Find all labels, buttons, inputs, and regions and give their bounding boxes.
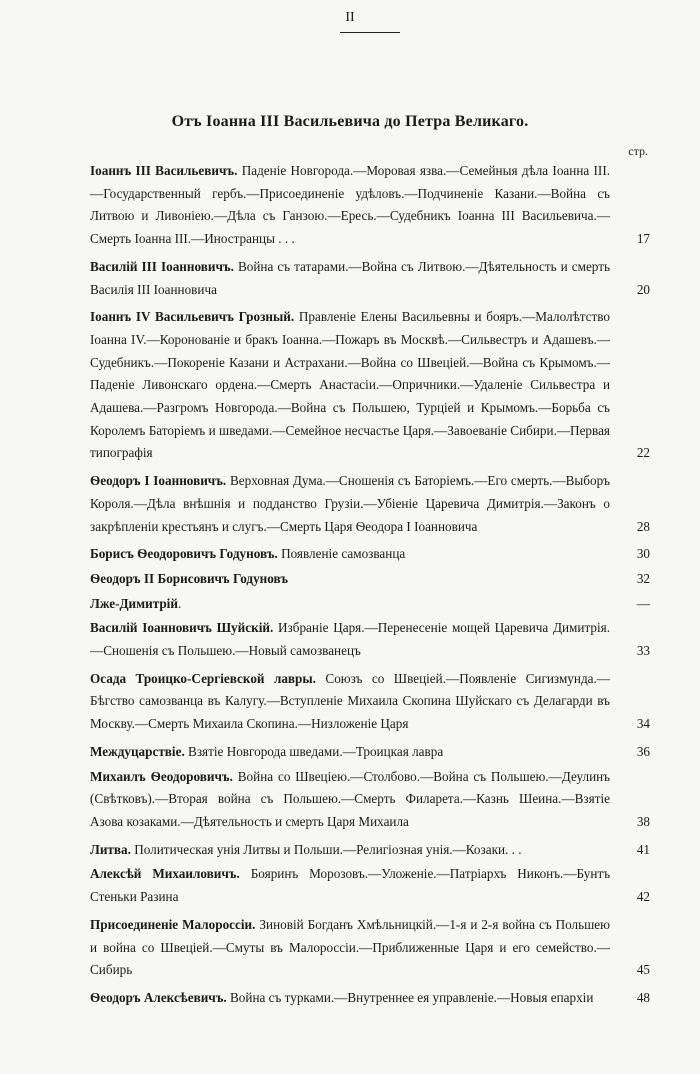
toc-entry-heading: Михаилъ Ѳеодоровичъ. xyxy=(90,768,233,784)
toc-entry-heading: Ѳеодоръ Алексѣевичъ. xyxy=(90,989,227,1005)
toc-entry-heading: Междуцарствіе. xyxy=(90,743,185,759)
page-column-label: стр. xyxy=(628,144,648,158)
toc-entry-text: . xyxy=(177,595,182,611)
toc-entry-page: 48 xyxy=(636,989,650,1005)
toc-entry-heading: Ѳеодоръ II Борисовичъ Годуновъ xyxy=(90,570,289,586)
toc-entry xyxy=(90,839,650,862)
toc-entry-text: Политическая унія Литвы и Польши.—Религіозная унія.—Козаки. . . xyxy=(134,841,522,857)
toc-entry-page: 33 xyxy=(636,643,650,659)
toc-entry-heading: Присоединеніе Малороссіи. xyxy=(90,916,256,932)
table-of-contents xyxy=(90,160,650,1015)
toc-entry xyxy=(90,668,650,736)
toc-entry-page: 34 xyxy=(636,716,650,732)
toc-entry-heading: Литва. xyxy=(90,841,131,857)
toc-entry xyxy=(90,617,650,662)
toc-entry-page: 17 xyxy=(636,231,650,247)
toc-entry-page: 32 xyxy=(636,570,650,586)
toc-entry xyxy=(90,593,650,616)
toc-entry-text: Война со Швеціею.—Столбово.—Война съ Польшею.—Деулинъ (Свѣтковъ).—Вторая война съ Польшею.—Смерть Филарета.—Казнь Шеина.—Взятіе Азова козаками.—Дѣятельность и смерть Царя Михаила xyxy=(90,768,611,829)
page-number: II xyxy=(345,10,355,25)
toc-entry-text: Зиновій Богданъ Хмѣльницкій.—1-я и 2-я война съ Польшею и война со Швеціей.—Смуты въ Малороссіи.—Приближенные Царя и его семейство.—Сибирь xyxy=(90,916,610,978)
toc-entry-text: Правленіе Елены Васильевны и бояръ.—Малолѣтство Іоанна IV.—Коронованіе и бракъ Іоанна.—Пожаръ въ Москвѣ.—Сильвестръ и Адашевъ.—Судебникъ.—Покореніе Казани и Астрахани.—Война со Швеціей.—Война съ Крымомъ.—Паденіе Ливонскаго ордена.—Смерть Анастасіи.—Опричники.—Удаленіе Сильвестра и Адашева.—Разгромъ Новгорода.—Война съ Польшею, Турціей и Крымомъ.—Борьба съ Королемъ Баторіемъ и шведами.—Семейное несчастье Царя.—Завоеваніе Сибири.—Первая типографія xyxy=(90,309,610,461)
toc-entry xyxy=(90,741,650,764)
toc-entry-page: 28 xyxy=(636,518,650,534)
toc-entry-heading: Іоаннъ III Васильевичъ. xyxy=(90,163,238,178)
toc-entry xyxy=(90,863,650,908)
toc-entry xyxy=(90,568,650,591)
section-title: Отъ Іоанна III Васильевича до Петра Великаго. xyxy=(171,113,529,130)
toc-entry-page: 42 xyxy=(636,889,650,905)
toc-entry-page: 36 xyxy=(636,743,650,759)
toc-entry-text: Война съ турками.—Внутреннее ея управленіе.—Новыя епархіи xyxy=(230,989,594,1005)
toc-entry xyxy=(90,987,650,1010)
toc-entry-page: 38 xyxy=(636,813,650,829)
toc-entry-page: 22 xyxy=(636,445,650,461)
toc-entry-page: 45 xyxy=(636,962,650,978)
toc-entry xyxy=(90,306,650,465)
toc-entry-text: Паденіе Новгорода.—Моровая язва.—Семейныя дѣла Іоанна III.—Государственный гербъ.—Присоединеніе удѣловъ.—Подчиненіе Казани.—Война съ Литвою и Ливоніею.—Дѣла съ Ганзою.—Ересь.—Судебникъ Іоанна III Васильевича.—Смерть Іоанна III.—Иностранцы . . . xyxy=(90,163,611,247)
toc-entry-text: Взятіе Новгорода шведами.—Троицкая лавра xyxy=(188,743,444,759)
page-number-rule xyxy=(340,32,400,33)
toc-entry-text: Появленіе самозванца xyxy=(281,546,406,562)
toc-entry xyxy=(90,766,650,834)
toc-entry-heading: Осада Троицко-Сергіевской лавры. xyxy=(90,670,316,686)
toc-entry-text: Бояринъ Морозовъ.—Уложеніе.—Патріархъ Никонъ.—Бунтъ Стеньки Разина xyxy=(90,866,611,905)
toc-entry-heading: Іоаннъ IV Васильевичъ Грозный. xyxy=(90,309,295,325)
toc-entry xyxy=(90,914,650,982)
toc-entry-heading: Алексѣй Михаиловичъ. xyxy=(90,866,240,882)
toc-entry xyxy=(90,543,650,566)
toc-entry-text: Союзъ со Швеціей.—Появленіе Сигизмунда.—Бѣгство самозванца въ Калугу.—Вступленіе Михаила Скопина Шуйскаго съ Делагарди въ Москву.—Смерть Михаила Скопина.—Низложеніе Царя xyxy=(90,670,610,732)
toc-entry xyxy=(90,256,650,301)
toc-entry-page: 20 xyxy=(636,281,650,297)
toc-entry-page: 41 xyxy=(636,841,650,857)
toc-entry-heading: Василій III Іоанновичъ. xyxy=(90,258,234,274)
toc-entry-page: 30 xyxy=(636,546,650,562)
toc-entry-text: Война съ татарами.—Война съ Литвою.—Дѣятельность и смерть Василія III Іоанновича xyxy=(90,258,610,297)
toc-entry xyxy=(90,160,650,251)
toc-entry-page: — xyxy=(636,595,650,611)
toc-entry-text: Избраніе Царя.—Перенесеніе мощей Царевича Димитрія.—Сношенія съ Польшею.—Новый самозванецъ xyxy=(90,620,610,659)
toc-entry-heading: Лже-Димитрій xyxy=(90,595,178,611)
toc-entry-heading: Борисъ Ѳеодоровичъ Годуновъ. xyxy=(90,546,278,562)
toc-entry xyxy=(90,470,650,538)
toc-entry-heading: Ѳеодоръ I Іоанновичъ. xyxy=(90,473,227,489)
toc-entry-text: Верховная Дума.—Сношенія съ Баторіемъ.—Его смерть.—Выборъ Короля.—Дѣла внѣшнія и подданство Грузіи.—Убіеніе Царевича Димитрія.—Законъ о закрѣпленіи крестьянъ и слугъ.—Смерть Царя Ѳеодора I Іоанновича xyxy=(90,473,611,534)
toc-entry-heading: Василій Іоанновичъ Шуйскій. xyxy=(90,620,274,636)
